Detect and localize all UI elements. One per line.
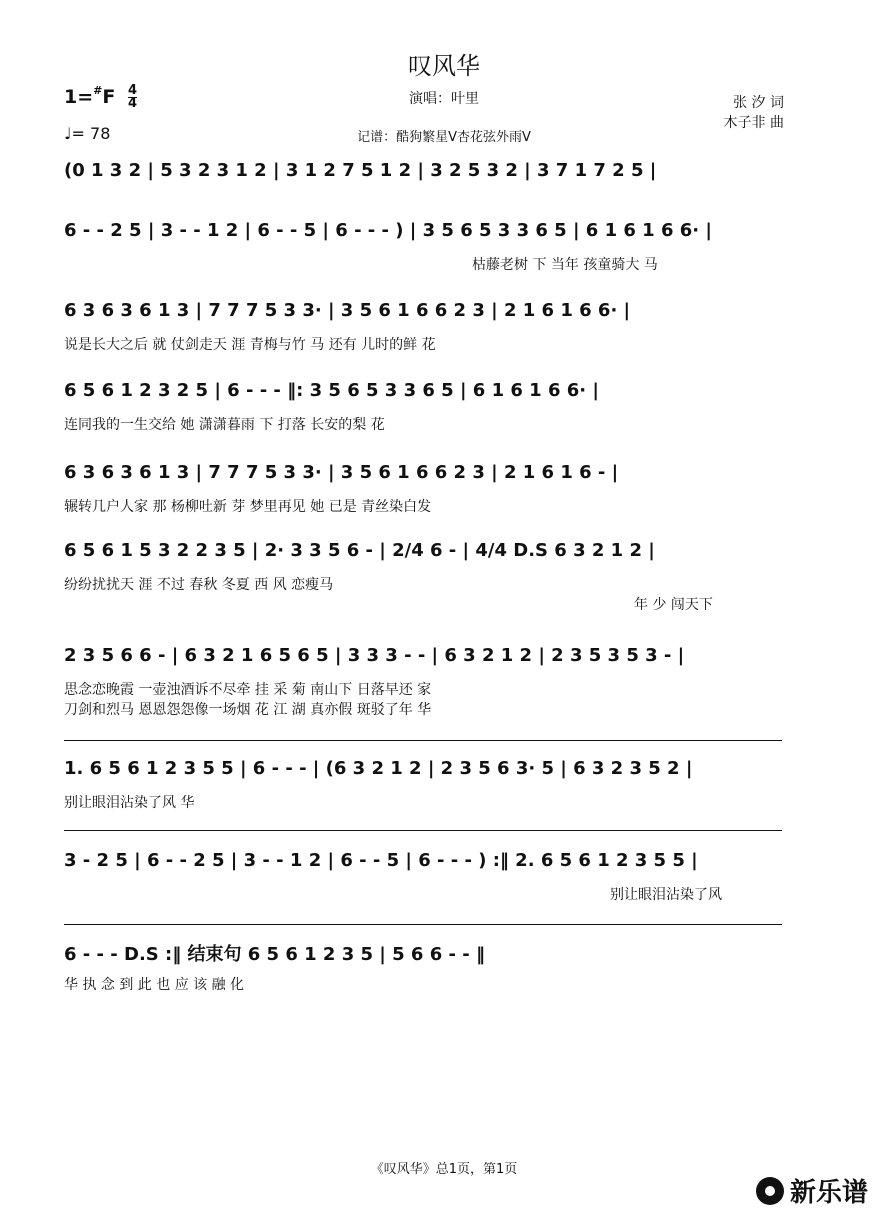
score-line: 6 5 6 1 2 3 2 5 | 6 - - - ‖: 3 5 6 5 3 3 6 5 | 6 1 6 1 6 6· | [64,380,599,401]
song-title: 叹风华 [408,52,480,80]
volta-line [64,924,782,925]
lyric-line: 枯藤老树 下 当年 孩童骑大 马 [472,257,658,273]
lyricist: 张 汐 词 [733,95,784,111]
time-signature [128,85,137,110]
transcriber: 记谱：酷狗繁星V杏花弦外雨V [357,130,531,145]
volta-line [64,830,782,831]
key-prefix: 1= [64,86,94,108]
page-footer: 《叹风华》总1页，第1页 [370,1162,518,1177]
singer: 演唱：叶里 [409,91,479,107]
score-line: (0 1 3 2 | 5 3 2 3 1 2 | 3 1 2 7 5 1 2 | 3 2 5 3 2 | 3 7 1 7 2 5 | [64,160,657,181]
composer: 木子非 曲 [723,115,784,131]
score-line: 6 5 6 1 5 3 2 2 3 5 | 2· 3 3 5 6 - | 2/4 6 - | 4/4 D.S 6 3 2 1 2 | [64,540,655,561]
lyric-line: 别让眼泪沾染了风 [610,887,722,903]
lyric-line: 连同我的一生交给 她 潇潇暮雨 下 打落 长安的梨 花 [64,417,385,433]
lyric-line: 华 执 念 到 此 也 应 该 融 化 [64,977,245,993]
key-note: F [102,86,116,108]
brand-logo [756,1172,868,1209]
score-line: 6 - - - D.S :‖ 结束句 6 5 6 1 2 3 5 | 5 6 6 - - ‖ [64,944,485,965]
key-signature [64,84,137,110]
score-line: 6 3 6 3 6 1 3 | 7 7 7 5 3 3· | 3 5 6 1 6 6 2 3 | 2 1 6 1 6 - | [64,462,619,483]
key-accidental: # [93,84,103,97]
time-top: 4 [127,83,138,98]
tempo: ♩= 78 [64,124,111,143]
score-line: 3 - 2 5 | 6 - - 2 5 | 3 - - 1 2 | 6 - - 5 | 6 - - - ) :‖ 2. 6 5 6 1 2 3 5 5 | [64,850,698,871]
lyric-line: 纷纷扰扰天 涯 不过 春秋 冬夏 西 风 恋瘦马 [64,577,334,593]
score-line: 6 3 6 3 6 1 3 | 7 7 7 5 3 3· | 3 5 6 1 6 6 2 3 | 2 1 6 1 6 6· | [64,300,631,321]
score-line: 2 3 5 6 6 - | 6 3 2 1 6 5 6 5 | 3 3 3 - - | 6 3 2 1 2 | 2 3 5 3 5 3 - | [64,645,685,666]
time-bottom: 4 [127,96,138,111]
lyric-line: 刀剑和烈马 恩恩怨怨像一场烟 花 江 湖 真亦假 斑驳了年 华 [64,702,432,718]
lyric-line: 别让眼泪沾染了风 华 [64,795,195,811]
score-line: 6 - - 2 5 | 3 - - 1 2 | 6 - - 5 | 6 - - - ) | 3 5 6 5 3 3 6 5 | 6 1 6 1 6 6· | [64,220,712,241]
vinyl-icon [756,1177,784,1205]
score-line: 1. 6 5 6 1 2 3 5 5 | 6 - - - | (6 3 2 1 2 | 2 3 5 6 3· 5 | 6 3 2 3 5 2 | [64,758,693,779]
lyric-line: 辗转几户人家 那 杨柳吐新 芽 梦里再见 她 已是 青丝染白发 [64,499,432,515]
volta-line [64,740,782,741]
lyric-line: 说是长大之后 就 仗剑走天 涯 青梅与竹 马 还有 儿时的鲜 花 [64,337,436,353]
lyric-line: 年 少 闯天下 [634,597,713,613]
lyric-line: 思念恋晚霞 一壶浊酒诉不尽牵 挂 采 菊 南山下 日落早还 家 [64,682,432,698]
brand-name: 新乐谱 [790,1178,869,1208]
